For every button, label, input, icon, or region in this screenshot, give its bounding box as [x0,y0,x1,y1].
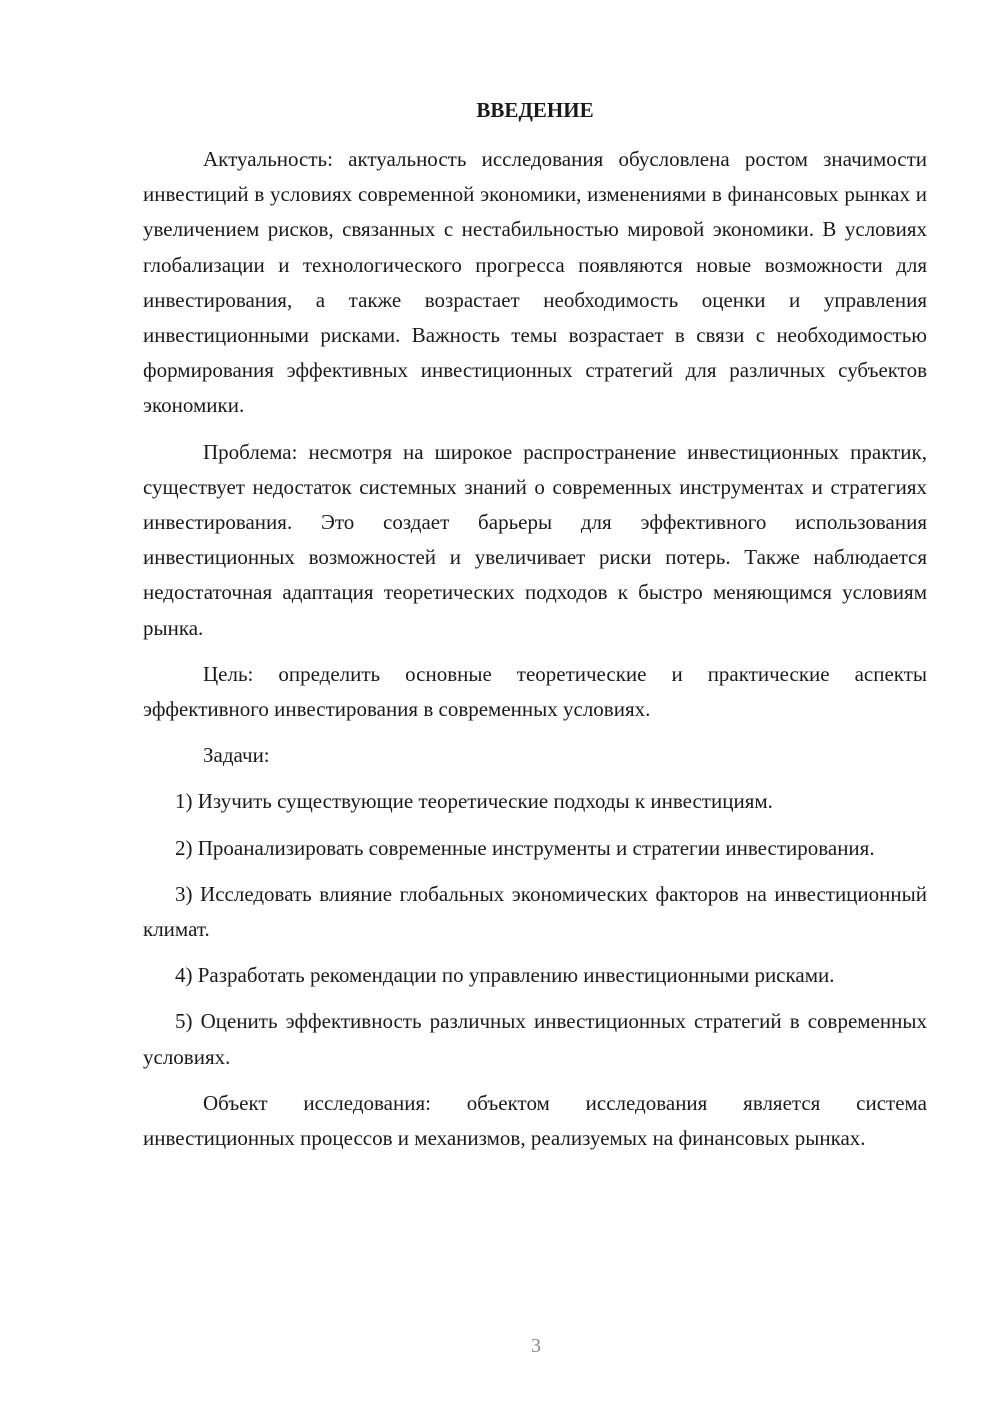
task-item: 4) Разработать рекомендации по управлению инвестиционными рисками. [175,963,835,988]
relevance-paragraph: Актуальность: актуальность исследования обусловлена ростом значимости инвестиций в условиях современной экономики, изменениями в финансовых рынках и увеличением рисков, связанных с нестабильностью мировой экономики. В условиях глобализации и технологического прогресса появляются новые возможности для инвестирования, а также возрастает необходимость оценки и управления инвестиционными рисками. Важность темы возрастает в связи с необходимостью формирования эффективных инвестиционных стратегий для различных субъектов экономики. [143,147,927,418]
task-item: 5) Оценить эффективность различных инвестиционных стратегий в современных условиях. [143,1009,927,1069]
object-paragraph: Объект исследования: объектом исследования является система инвестиционных процессов и механизмов, реализуемых на финансовых рынках. [143,1090,927,1151]
task-item: 2) Проанализировать современные инструменты и стратегии инвестирования. [175,835,875,860]
task-item: 3) Исследовать влияние глобальных экономических факторов на инвестиционный климат. [143,881,927,942]
tasks-heading: Задачи: [203,743,270,768]
task-item: 1) Изучить существующие теоретические подходы к инвестициям. [175,789,773,814]
page-number: 3 [531,1335,541,1357]
goal-paragraph: Цель: определить основные теоретические и практические аспекты эффективного инвестирования в современных условиях. [143,661,927,722]
problem-paragraph: Проблема: несмотря на широкое распространение инвестиционных практик, существует недостаток системных знаний о современных инструментах и стратегиях инвестирования. Это создает барьеры для эффективного использования инвестиционных возможностей и увеличивает риски потерь. Также наблюдается недостаточная адаптация теоретических подходов к быстро меняющимся условиям рынка. [143,439,927,640]
document-page [143,96,927,1167]
page-title: ВВЕДЕНИЕ [476,98,594,122]
